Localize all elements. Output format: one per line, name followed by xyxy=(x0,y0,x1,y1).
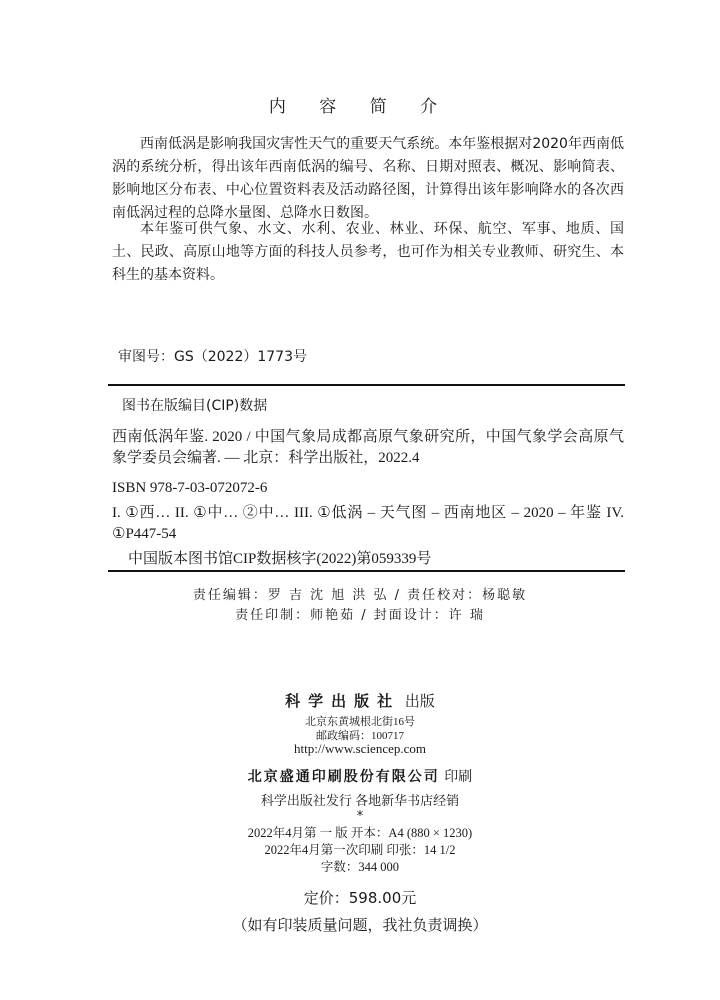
cip-classification: I. ①西… II. ①中… ②中… III. ①低涡 – 天气图 – 西南地区 – 2020 – 年鉴 IV. ①P447-54 xyxy=(112,505,624,542)
distribution-line: 科学出版社发行 各地新华书店经销 xyxy=(260,793,460,808)
edition-line-3: 字数：344 000 xyxy=(320,860,400,874)
publisher-address: 北京东黄城根北街16号 xyxy=(305,716,415,728)
summary-paragraph-2: 本年鉴可供气象、水文、水利、农业、林业、环保、航空、军事、地质、国土、民政、高原山地等方面的科技人员参考，也可作为相关专业教师、研究生、本科生的基本资料。 xyxy=(112,221,624,283)
printer-name: 北京盛通印刷股份有限公司 xyxy=(247,769,440,785)
publisher-postcode: 邮政编码：100717 xyxy=(316,730,404,742)
cip-isbn: ISBN 978-7-03-072072-6 xyxy=(112,480,268,496)
cip-heading: 图书在版编目(CIP)数据 xyxy=(122,398,268,414)
map-review-number: 审图号：GS（2022）1773号 xyxy=(118,349,307,365)
printer-line xyxy=(0,766,720,786)
publisher-name: 科学出版社 xyxy=(285,692,401,710)
publisher-suffix: 出版 xyxy=(404,692,435,710)
publisher-line xyxy=(0,690,720,711)
separator-star: * xyxy=(356,809,364,824)
cip-bottom-rule xyxy=(108,570,625,572)
cip-citation: 西南低涡年鉴. 2020 / 中国气象局成都高原气象研究所，中国气象学会高原气象学委员会编著. — 北京：科学出版社，2022.4 xyxy=(112,429,624,466)
summary-title: 内 容 简 介 xyxy=(268,97,452,117)
cip-top-rule xyxy=(108,384,625,386)
credits-editors: 责任编辑：罗 吉 沈 旭 洪 弘 / 责任校对：杨聪敏 xyxy=(192,588,528,603)
publisher-url: http://www.sciencep.com xyxy=(293,741,426,756)
edition-line-2: 2022年4月第一次印刷 印张：14 1/2 xyxy=(264,843,456,857)
cip-core-word: 中国版本图书馆CIP数据核字(2022)第059339号 xyxy=(128,551,432,567)
edition-line-1: 2022年4月第 一 版 开本：A4 (880 × 1230) xyxy=(247,826,473,840)
quality-notice: （如有印装质量问题，我社负责调换） xyxy=(232,916,488,934)
price: 定价：598.00元 xyxy=(303,889,417,907)
credits-production: 责任印制：师艳茹 / 封面设计：许 瑞 xyxy=(235,608,485,623)
summary-paragraph-1: 西南低涡是影响我国灾害性天气的重要天气系统。本年鉴根据对2020年西南低涡的系统分析，得出该年西南低涡的编号、名称、日期对照表、概况、影响简表、影响地区分布表、中心位置资料表及活动路径图，计算得出该年影响降水的各次西南低涡过程的总降水量图、总降水日数图。 xyxy=(112,136,624,221)
printer-suffix: 印刷 xyxy=(444,769,473,785)
